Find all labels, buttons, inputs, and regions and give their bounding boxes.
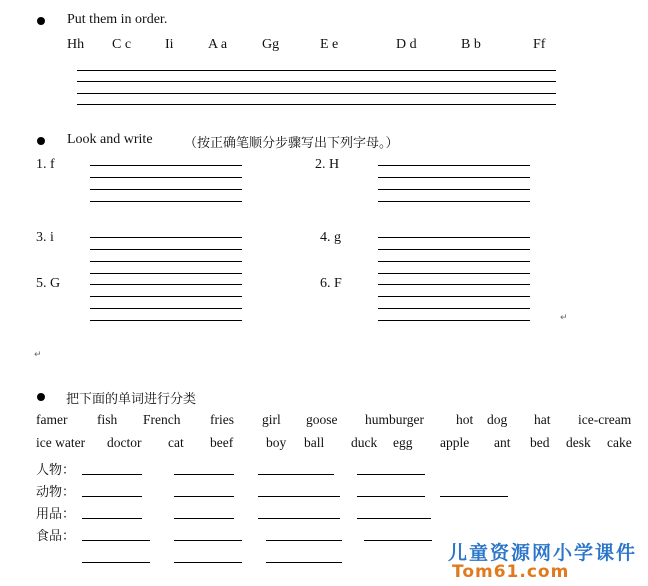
word: beef — [210, 435, 234, 450]
letter-pair: E e — [320, 37, 339, 52]
letter-pair: Ii — [165, 37, 174, 52]
word: cat — [168, 435, 184, 450]
word: dog — [487, 412, 508, 427]
item-label-5: 5. G — [36, 276, 61, 291]
category-label-food: 食品： — [36, 529, 76, 544]
word: hot — [456, 412, 474, 427]
word: ant — [494, 435, 511, 450]
category-label-animals: 动物： — [36, 485, 76, 500]
word: goose — [306, 412, 338, 427]
word: fish — [97, 412, 118, 427]
word: ice water — [36, 435, 86, 450]
word: boy — [266, 435, 287, 450]
word: desk — [566, 435, 591, 450]
word: doctor — [107, 435, 142, 450]
word: ice-cream — [578, 412, 632, 427]
paragraph-mark: ↵ — [34, 350, 42, 360]
letter-pair: Gg — [262, 37, 280, 52]
item-label-4: 4. g — [320, 230, 341, 245]
letter-pair: D d — [396, 37, 417, 52]
word: apple — [440, 435, 470, 450]
item-label-2: 2. H — [315, 157, 340, 172]
writing-line — [77, 81, 556, 82]
word: duck — [351, 435, 378, 450]
bullet-section1 — [37, 17, 45, 25]
word: famer — [36, 412, 68, 427]
word: egg — [393, 435, 413, 450]
item-label-1: 1. f — [36, 157, 55, 172]
writing-line — [77, 93, 556, 94]
category-label-items: 用品： — [36, 507, 76, 522]
writing-line — [77, 70, 556, 71]
section1-title: Put them in order. — [67, 12, 168, 27]
section2-note: （按正确笔顺分步骤写出下列字母。） — [184, 136, 399, 151]
section3-title: 把下面的单词进行分类 — [66, 392, 197, 407]
letter-pair: C c — [112, 37, 132, 52]
item-label-3: 3. i — [36, 230, 54, 245]
category-label-people: 人物： — [36, 463, 76, 478]
paragraph-mark: ↵ — [560, 313, 568, 323]
word: hat — [534, 412, 551, 427]
bullet-section2 — [37, 137, 45, 145]
watermark-logo: Tom61.com — [452, 562, 570, 582]
word: fries — [210, 412, 234, 427]
word: French — [143, 412, 181, 427]
word: girl — [262, 412, 281, 427]
writing-line — [77, 104, 556, 105]
word: ball — [304, 435, 325, 450]
watermark-text: 儿童资源网小学课件 — [448, 542, 638, 564]
word: bed — [530, 435, 550, 450]
letter-pair: Ff — [533, 37, 546, 52]
letter-pair: A a — [208, 37, 228, 52]
item-label-6: 6. F — [320, 276, 342, 291]
section2-title: Look and write — [67, 132, 153, 147]
word: cake — [607, 435, 632, 450]
bullet-section3 — [37, 393, 45, 401]
word: humburger — [365, 412, 424, 427]
letter-pair: B b — [461, 37, 481, 52]
letter-pair: Hh — [67, 37, 85, 52]
